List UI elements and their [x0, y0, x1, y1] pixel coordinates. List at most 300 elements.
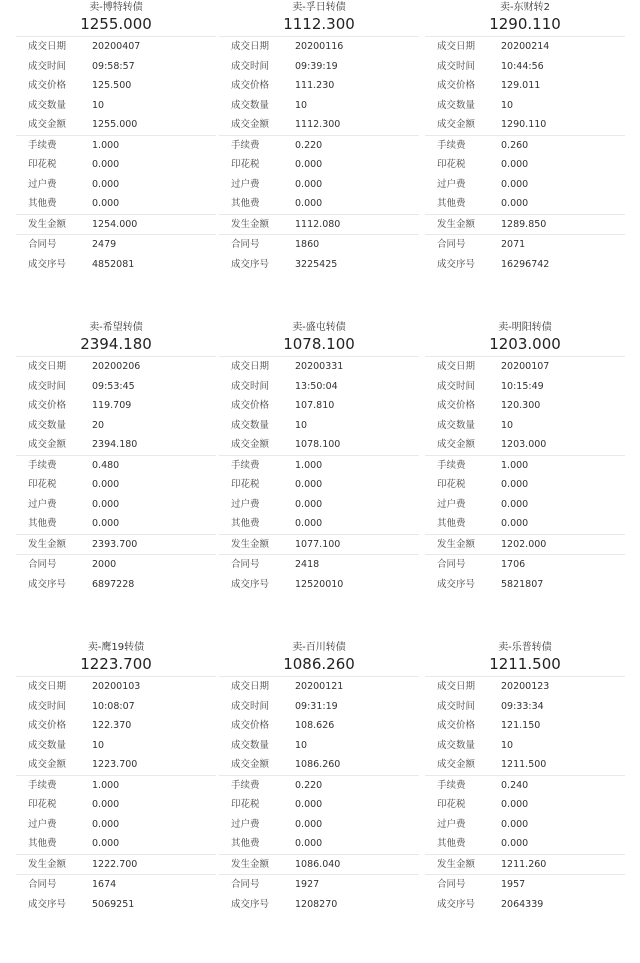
field-value: 10: [501, 419, 514, 431]
field-row-net: [425, 535, 625, 555]
trade-card: [219, 640, 419, 914]
field-value: 0.000: [92, 198, 120, 209]
field-value: 0.000: [295, 818, 323, 830]
field-row-transfer: [219, 175, 419, 195]
field-label: 成交价格: [28, 400, 67, 411]
field-row-stamp: [219, 795, 419, 815]
field-value: 1.000: [295, 459, 323, 471]
field-label: 手续费: [28, 139, 57, 151]
field-label: 印花税: [437, 479, 466, 490]
trade-amount: 2394.180: [80, 335, 152, 353]
field-value: 16296742: [501, 258, 550, 270]
field-label: 合同号: [437, 879, 466, 890]
field-label: 合同号: [28, 239, 57, 250]
field-value: 1077.100: [295, 538, 341, 550]
field-label: 成交时间: [231, 60, 270, 72]
field-row-fee: [425, 136, 625, 156]
field-label: 发生金额: [437, 538, 476, 550]
field-row-price: [425, 76, 625, 96]
field-label: 过户费: [28, 178, 57, 190]
field-label: 成交数量: [28, 419, 67, 431]
field-row-stamp: [16, 795, 216, 815]
trade-title: 卖-希望转债: [89, 322, 143, 333]
field-label: 成交日期: [28, 41, 67, 52]
field-value: 0.240: [501, 779, 529, 791]
field-row-other: [425, 194, 625, 214]
field-row-other: [16, 514, 216, 534]
trade-amount: 1078.100: [283, 335, 355, 353]
field-label: 过户费: [28, 818, 57, 830]
field-value: 0.000: [92, 799, 120, 810]
field-value: 111.230: [295, 80, 335, 91]
field-label: 其他费: [28, 838, 57, 849]
field-row-transfer: [16, 815, 216, 835]
field-label: 其他费: [437, 518, 466, 529]
field-value: 10: [501, 99, 514, 111]
field-label: 过户费: [28, 498, 57, 510]
field-row-date: [425, 357, 625, 377]
field-label: 手续费: [231, 139, 260, 151]
field-label: 发生金额: [28, 858, 67, 870]
field-row-price: [219, 76, 419, 96]
field-row-stamp: [219, 155, 419, 175]
field-value: 20: [92, 419, 105, 431]
field-value: 1223.700: [92, 759, 138, 770]
field-row-qty: [425, 96, 625, 116]
field-row-time: [16, 377, 216, 397]
trade-card: [16, 320, 216, 594]
field-label: 成交金额: [437, 439, 476, 450]
field-value: 4852081: [92, 258, 135, 270]
trade-card-header: [16, 320, 216, 356]
field-row-date: [219, 677, 419, 697]
field-label: 成交时间: [437, 60, 476, 72]
field-label: 成交日期: [231, 681, 270, 692]
field-value: 20200407: [92, 41, 141, 52]
field-row-date: [219, 37, 419, 57]
field-row-total: [219, 115, 419, 135]
field-label: 其他费: [437, 838, 466, 849]
field-row-fee: [16, 456, 216, 476]
field-row-serial: [425, 575, 625, 595]
field-row-total: [425, 435, 625, 455]
field-row-net: [425, 215, 625, 235]
field-row-other: [16, 834, 216, 854]
field-value: 0.220: [295, 779, 323, 791]
trade-title: 卖-百川转债: [292, 642, 346, 653]
field-value: 129.011: [501, 80, 541, 91]
field-row-qty: [425, 416, 625, 436]
field-row-transfer: [16, 495, 216, 515]
field-value: 0.000: [295, 838, 323, 849]
field-value: 1.000: [501, 459, 529, 471]
field-row-time: [425, 377, 625, 397]
trade-title: 卖-盛屯转债: [292, 322, 346, 333]
field-label: 成交日期: [231, 361, 270, 372]
field-value: 09:39:19: [295, 60, 338, 72]
field-value: 0.480: [92, 459, 120, 471]
field-value: 09:33:34: [501, 700, 544, 712]
field-label: 其他费: [231, 518, 260, 529]
field-row-serial: [219, 575, 419, 595]
trade-card-header: [16, 0, 216, 36]
field-value: 122.370: [92, 720, 132, 731]
field-label: 成交时间: [28, 700, 67, 712]
field-value: 1674: [92, 879, 117, 890]
trade-card: [425, 320, 625, 594]
field-label: 其他费: [28, 198, 57, 209]
field-label: 其他费: [231, 838, 260, 849]
field-label: 过户费: [437, 818, 466, 830]
field-row-date: [16, 677, 216, 697]
field-row-net: [16, 535, 216, 555]
trade-card: [425, 0, 625, 274]
field-value: 1255.000: [92, 119, 138, 130]
field-row-transfer: [219, 495, 419, 515]
field-row-total: [219, 755, 419, 775]
field-value: 1078.100: [295, 439, 341, 450]
field-label: 成交价格: [28, 80, 67, 91]
field-label: 成交数量: [437, 419, 476, 431]
field-row-contract: [425, 555, 625, 575]
field-value: 1254.000: [92, 218, 138, 230]
field-label: 发生金额: [231, 538, 270, 550]
trade-card: [16, 0, 216, 274]
field-row-fee: [219, 456, 419, 476]
field-label: 成交价格: [231, 400, 270, 411]
field-value: 10: [295, 419, 308, 431]
field-value: 1211.500: [501, 759, 547, 770]
field-value: 121.150: [501, 720, 541, 731]
field-row-other: [425, 834, 625, 854]
field-row-qty: [16, 736, 216, 756]
field-label: 成交日期: [28, 361, 67, 372]
field-label: 成交金额: [231, 759, 270, 770]
field-value: 12520010: [295, 578, 344, 590]
field-label: 成交金额: [28, 119, 67, 130]
field-value: 0.000: [501, 159, 529, 170]
trade-amount: 1223.700: [80, 655, 152, 673]
field-label: 手续费: [437, 139, 466, 151]
trade-card-header: [16, 640, 216, 676]
field-label: 成交价格: [28, 720, 67, 731]
field-row-fee: [425, 456, 625, 476]
field-label: 成交序号: [437, 258, 476, 270]
field-value: 0.000: [501, 178, 529, 190]
field-value: 1202.000: [501, 538, 547, 550]
field-value: 0.000: [501, 498, 529, 510]
field-label: 成交金额: [231, 439, 270, 450]
field-label: 发生金额: [28, 218, 67, 230]
field-row-serial: [219, 895, 419, 915]
field-label: 成交日期: [437, 361, 476, 372]
field-label: 成交日期: [437, 41, 476, 52]
field-value: 1860: [295, 239, 320, 250]
field-label: 合同号: [437, 559, 466, 570]
field-row-price: [16, 716, 216, 736]
field-value: 2394.180: [92, 439, 138, 450]
field-value: 1112.080: [295, 218, 341, 230]
field-label: 过户费: [231, 178, 260, 190]
field-row-total: [425, 115, 625, 135]
field-label: 成交金额: [437, 119, 476, 130]
field-row-contract: [219, 235, 419, 255]
field-value: 0.220: [295, 139, 323, 151]
field-value: 0.000: [501, 799, 529, 810]
field-value: 2418: [295, 559, 320, 570]
field-value: 0.000: [92, 518, 120, 529]
field-row-qty: [16, 96, 216, 116]
field-row-net: [16, 855, 216, 875]
field-value: 3225425: [295, 258, 338, 270]
field-value: 0.000: [295, 518, 323, 529]
field-row-serial: [16, 895, 216, 915]
field-label: 合同号: [231, 879, 260, 890]
field-row-price: [219, 716, 419, 736]
field-row-contract: [219, 555, 419, 575]
field-row-net: [219, 215, 419, 235]
field-label: 成交时间: [437, 380, 476, 392]
trade-amount: 1255.000: [80, 15, 152, 33]
field-value: 1208270: [295, 898, 338, 910]
field-row-time: [425, 697, 625, 717]
field-label: 成交时间: [437, 700, 476, 712]
field-value: 5821807: [501, 578, 544, 590]
field-label: 印花税: [28, 479, 57, 490]
field-label: 手续费: [231, 779, 260, 791]
field-label: 印花税: [231, 479, 260, 490]
field-value: 1086.260: [295, 759, 341, 770]
field-row-net: [425, 855, 625, 875]
field-label: 成交价格: [437, 400, 476, 411]
field-value: 20200206: [92, 361, 141, 372]
field-label: 印花税: [231, 799, 260, 810]
field-label: 成交序号: [28, 258, 67, 270]
field-label: 成交序号: [437, 898, 476, 910]
field-row-time: [219, 377, 419, 397]
field-label: 其他费: [231, 198, 260, 209]
field-value: 10: [295, 739, 308, 751]
trade-title: 卖-鹰19转债: [87, 642, 145, 653]
field-row-fee: [219, 136, 419, 156]
field-row-transfer: [16, 175, 216, 195]
field-value: 20200121: [295, 681, 344, 692]
field-value: 1289.850: [501, 218, 547, 230]
field-value: 10: [92, 739, 105, 751]
field-label: 成交金额: [28, 439, 67, 450]
field-value: 0.000: [295, 198, 323, 209]
field-value: 108.626: [295, 720, 335, 731]
field-value: 2064339: [501, 898, 544, 910]
field-row-contract: [219, 875, 419, 895]
field-value: 10:15:49: [501, 380, 544, 392]
field-value: 10: [295, 99, 308, 111]
field-label: 成交数量: [437, 99, 476, 111]
field-value: 10:44:56: [501, 60, 544, 72]
field-row-stamp: [16, 475, 216, 495]
field-value: 0.000: [295, 498, 323, 510]
field-value: 1222.700: [92, 858, 138, 870]
field-value: 0.000: [501, 479, 529, 490]
field-value: 10:08:07: [92, 700, 135, 712]
field-label: 手续费: [437, 459, 466, 471]
trade-card-header: [425, 320, 625, 356]
field-row-stamp: [425, 795, 625, 815]
field-row-serial: [16, 255, 216, 275]
trade-amount: 1203.000: [489, 335, 561, 353]
field-value: 0.000: [92, 818, 120, 830]
field-label: 成交序号: [28, 578, 67, 590]
field-row-transfer: [425, 815, 625, 835]
field-row-time: [219, 57, 419, 77]
field-value: 0.000: [501, 818, 529, 830]
field-row-qty: [219, 96, 419, 116]
field-row-time: [219, 697, 419, 717]
field-label: 印花税: [437, 799, 466, 810]
trade-card-header: [219, 0, 419, 36]
field-row-qty: [219, 736, 419, 756]
field-value: 0.000: [92, 178, 120, 190]
field-value: 0.000: [295, 799, 323, 810]
field-value: 0.000: [295, 479, 323, 490]
field-value: 0.000: [92, 838, 120, 849]
trade-card: [16, 640, 216, 914]
field-label: 成交时间: [231, 380, 270, 392]
field-label: 成交序号: [231, 258, 270, 270]
field-label: 印花税: [231, 159, 260, 170]
field-label: 成交序号: [437, 578, 476, 590]
field-row-date: [425, 677, 625, 697]
field-label: 过户费: [231, 818, 260, 830]
field-row-other: [425, 514, 625, 534]
field-row-total: [219, 435, 419, 455]
field-label: 发生金额: [437, 218, 476, 230]
field-label: 印花税: [437, 159, 466, 170]
field-label: 成交价格: [437, 720, 476, 731]
trade-title: 卖-明阳转债: [498, 322, 552, 333]
trade-amount: 1211.500: [489, 655, 561, 673]
field-row-contract: [16, 555, 216, 575]
field-row-total: [16, 115, 216, 135]
field-row-qty: [425, 736, 625, 756]
field-label: 成交日期: [28, 681, 67, 692]
field-label: 过户费: [231, 498, 260, 510]
field-value: 0.000: [295, 159, 323, 170]
field-value: 1203.000: [501, 439, 547, 450]
field-row-date: [16, 37, 216, 57]
field-value: 1086.040: [295, 858, 341, 870]
field-row-contract: [16, 235, 216, 255]
field-label: 印花税: [28, 159, 57, 170]
field-label: 合同号: [437, 239, 466, 250]
field-label: 其他费: [437, 198, 466, 209]
field-row-other: [16, 194, 216, 214]
field-value: 2000: [92, 559, 117, 570]
field-row-serial: [16, 575, 216, 595]
field-label: 成交数量: [28, 739, 67, 751]
field-value: 0.260: [501, 139, 529, 151]
field-value: 0.000: [92, 159, 120, 170]
field-row-transfer: [219, 815, 419, 835]
field-value: 1957: [501, 879, 526, 890]
field-label: 合同号: [231, 559, 260, 570]
field-label: 过户费: [437, 498, 466, 510]
field-label: 成交序号: [231, 578, 270, 590]
field-value: 1.000: [92, 139, 120, 151]
field-value: 20200107: [501, 361, 550, 372]
field-value: 0.000: [295, 178, 323, 190]
trade-card: [219, 0, 419, 274]
field-row-date: [219, 357, 419, 377]
field-row-price: [16, 76, 216, 96]
field-label: 手续费: [231, 459, 260, 471]
field-value: 1706: [501, 559, 526, 570]
field-value: 1927: [295, 879, 320, 890]
field-row-contract: [425, 875, 625, 895]
field-row-fee: [16, 136, 216, 156]
field-row-net: [219, 535, 419, 555]
field-row-fee: [16, 776, 216, 796]
field-value: 20200123: [501, 681, 550, 692]
field-value: 0.000: [501, 198, 529, 209]
trade-card: [425, 640, 625, 914]
field-row-contract: [16, 875, 216, 895]
field-value: 09:58:57: [92, 60, 135, 72]
field-value: 0.000: [501, 518, 529, 529]
field-value: 10: [92, 99, 105, 111]
field-label: 发生金额: [437, 858, 476, 870]
field-label: 合同号: [231, 239, 260, 250]
field-label: 发生金额: [231, 218, 270, 230]
field-label: 发生金额: [28, 538, 67, 550]
field-value: 119.709: [92, 400, 132, 411]
field-row-fee: [425, 776, 625, 796]
field-value: 0.000: [501, 838, 529, 849]
field-label: 合同号: [28, 879, 57, 890]
field-label: 成交时间: [231, 700, 270, 712]
trade-title: 卖-博特转债: [89, 2, 143, 13]
field-row-serial: [425, 255, 625, 275]
field-value: 1112.300: [295, 119, 341, 130]
field-label: 成交时间: [28, 380, 67, 392]
field-label: 过户费: [437, 178, 466, 190]
field-label: 成交价格: [437, 80, 476, 91]
field-row-stamp: [425, 475, 625, 495]
field-row-price: [425, 716, 625, 736]
field-row-stamp: [425, 155, 625, 175]
trade-amount: 1112.300: [283, 15, 355, 33]
field-row-price: [16, 396, 216, 416]
field-row-qty: [219, 416, 419, 436]
field-value: 1290.110: [501, 119, 547, 130]
field-label: 成交金额: [231, 119, 270, 130]
field-label: 成交时间: [28, 60, 67, 72]
trade-title: 卖-乐普转债: [498, 642, 552, 653]
field-value: 5069251: [92, 898, 135, 910]
field-label: 成交数量: [231, 739, 270, 751]
field-row-total: [16, 755, 216, 775]
field-label: 手续费: [28, 779, 57, 791]
trade-card: [219, 320, 419, 594]
field-row-serial: [219, 255, 419, 275]
field-label: 手续费: [28, 459, 57, 471]
field-row-date: [425, 37, 625, 57]
field-value: 6897228: [92, 578, 135, 590]
trade-amount: 1086.260: [283, 655, 355, 673]
field-row-date: [16, 357, 216, 377]
field-value: 09:31:19: [295, 700, 338, 712]
field-label: 成交价格: [231, 720, 270, 731]
